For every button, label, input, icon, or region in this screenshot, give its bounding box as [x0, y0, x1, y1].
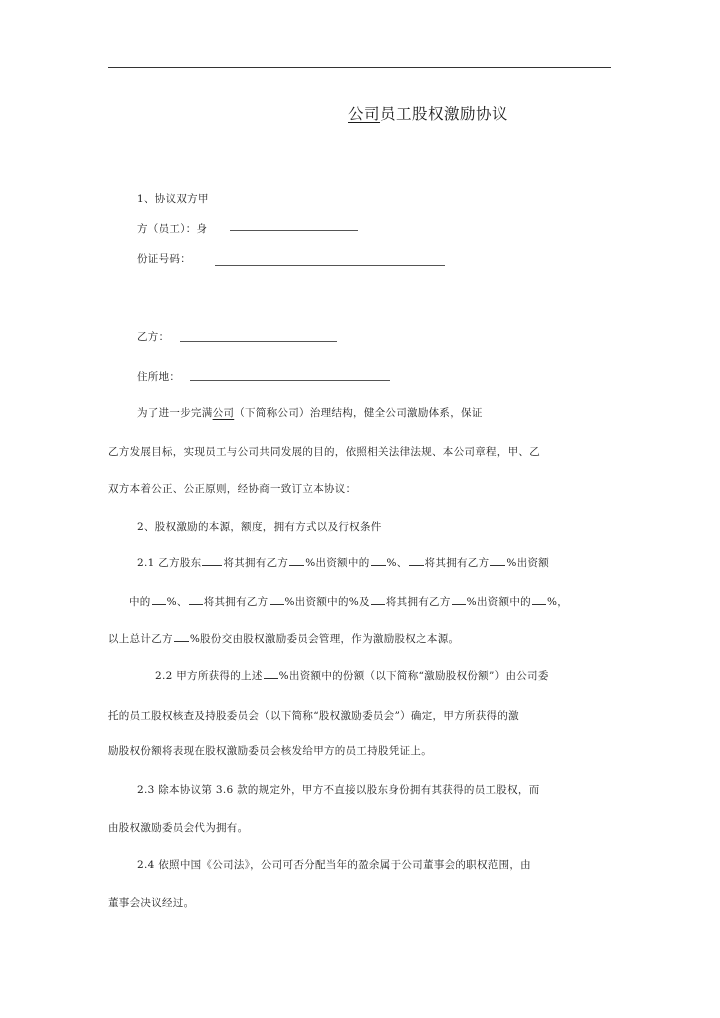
clause-2-2-line-1: 2.2 甲方所获得的上述 %出资额中的份额（以下简称“激励股权份额”）由公司委: [155, 670, 549, 682]
fill-blank: [270, 594, 284, 605]
fill-blank: [202, 555, 222, 566]
fill-blank: [371, 555, 386, 566]
fill-blank: [409, 555, 424, 566]
fill-blank: [189, 594, 203, 605]
id-number-blank: [215, 265, 445, 266]
clause-2-3-line-2: 由股权激励委员会代为拥有。: [108, 822, 249, 834]
clause-2-3-line-1: 2.3 除本协议第 3.6 款的规定外，甲方不直接以股东身份拥有其获得的员工股权，而: [137, 784, 540, 796]
address-label: 住所地：: [137, 371, 181, 383]
preamble-line-1: 为了进一步完满公司（下简称公司）治理结构，健全公司激励体系，保证: [137, 407, 483, 419]
party-b-label: 乙方：: [137, 331, 170, 343]
fill-blank: [490, 555, 505, 566]
clause-2-4-line-1: 2.4 依照中国《公司法》，公司可否分配当年的盈余属于公司董事会的职权范围，由: [137, 859, 531, 871]
fill-blank: [532, 594, 546, 605]
fill-blank: [174, 631, 189, 642]
clause-2-1-line-2: 中的 %、 将其拥有乙方 %出资额中的%及 将其拥有乙方 %出资额中的 %，: [129, 596, 569, 608]
clause-2-2-line-2: 托的员工股权核查及持股委员会（以下简称“股权激励委员会”）确定，甲方所获得的激: [108, 710, 519, 722]
section-2-heading: 2、股权激励的本源，额度，拥有方式以及行权条件: [137, 521, 382, 533]
clause-2-1-line-1: 2.1 乙方股东 将其拥有乙方 %出资额中的 %、 将其拥有乙方 %出资额: [137, 557, 550, 569]
fill-blank: [452, 594, 466, 605]
section-1-heading: 1、协议双方甲: [137, 193, 209, 205]
header-rule: [108, 67, 611, 68]
id-number-label: 份证号码：: [137, 253, 191, 265]
preamble-line-3: 双方本着公正、公正原则，经协商一致订立本协议：: [108, 483, 357, 495]
preamble-company-blank: 公司: [212, 407, 235, 419]
party-a-label: 方（员工）：身: [137, 223, 208, 235]
fill-blank: [152, 594, 166, 605]
fill-blank: [264, 668, 278, 679]
title-company-blank: 公司: [348, 105, 381, 123]
clause-2-1-line-3: 以上总计乙方 %股份交由股权激励委员会管理，作为激励股权之本源。: [108, 633, 460, 645]
party-b-blank: [180, 341, 337, 342]
party-a-blank: [230, 230, 358, 231]
fill-blank: [289, 555, 304, 566]
fill-blank: [371, 594, 385, 605]
document-title: [348, 102, 508, 124]
clause-2-4-line-2: 董事会决议经过。: [108, 897, 195, 909]
title-text: 员工股权激励协议: [380, 105, 509, 123]
preamble-line-2: 乙方发展目标，实现员工与公司共同发展的目的，依照相关法律法规、本公司章程，甲、乙: [108, 446, 540, 458]
address-blank: [190, 380, 390, 381]
clause-2-2-line-3: 励股权份额将表现在股权激励委员会核发给甲方的员工持股凭证上。: [108, 745, 432, 757]
